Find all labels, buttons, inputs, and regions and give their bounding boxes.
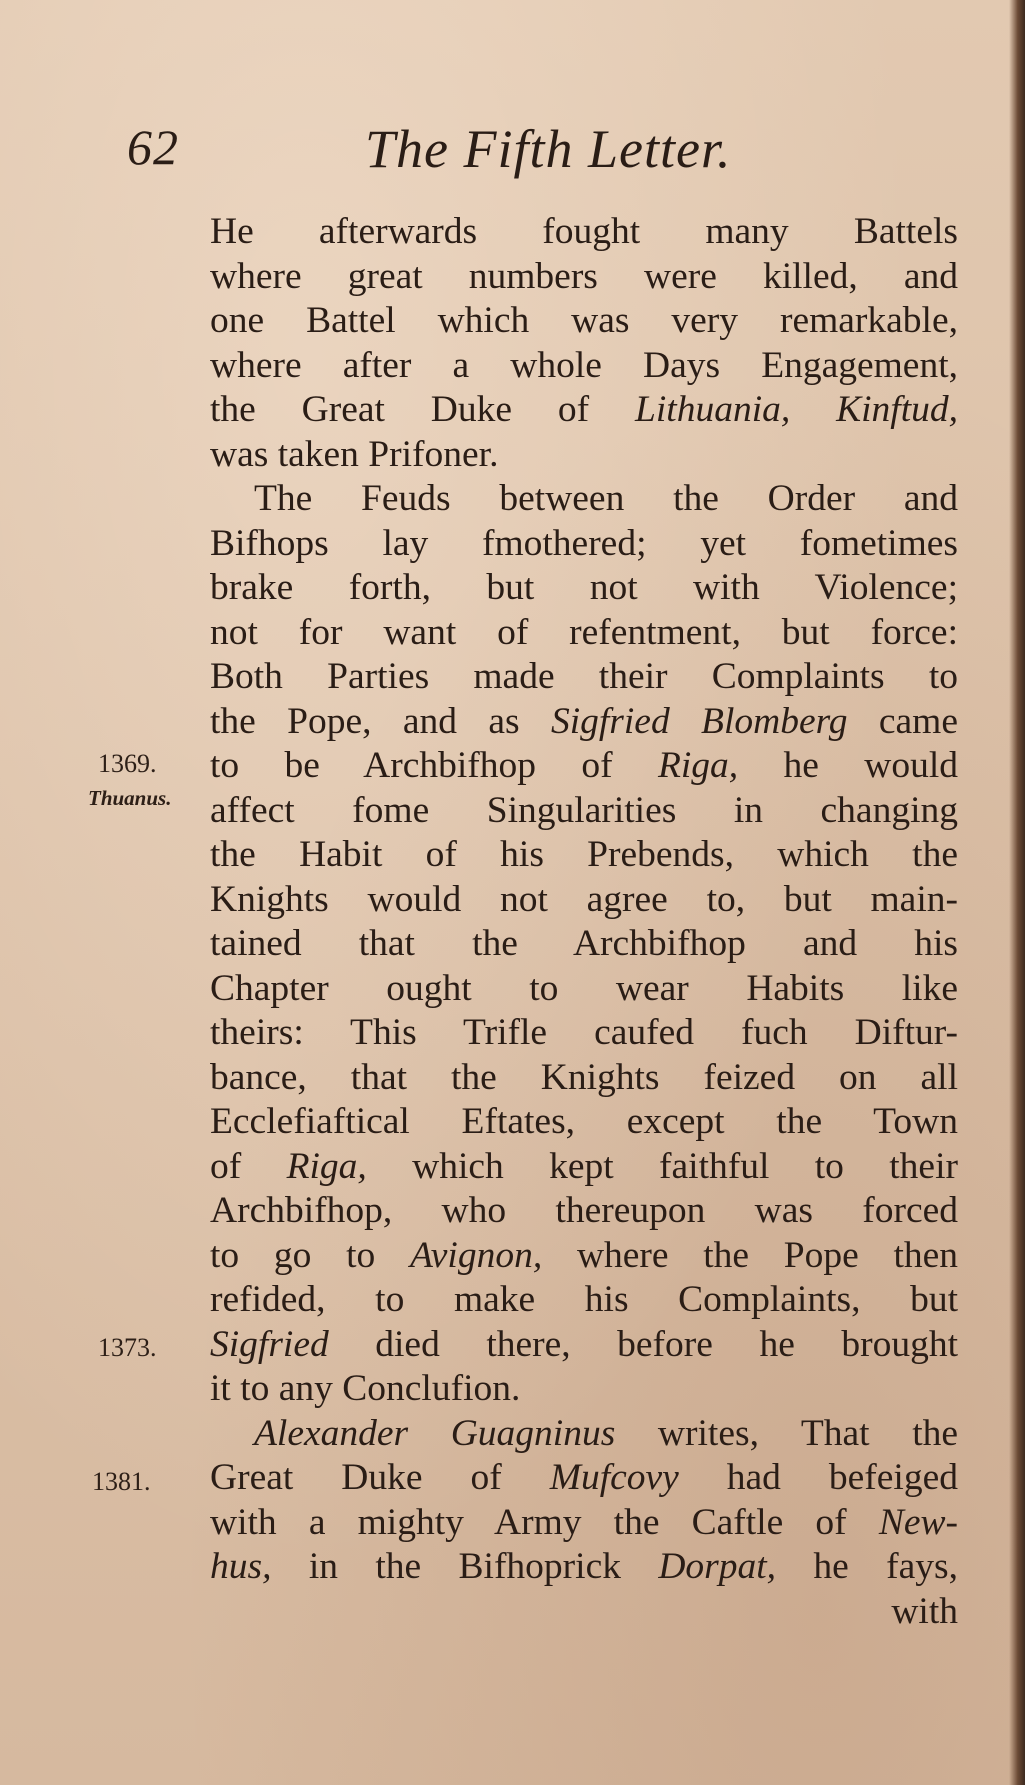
text-line [210, 744, 958, 789]
margin-note-year: 1373. [98, 1333, 157, 1362]
text-segment: to be Archbifhop of [210, 745, 613, 786]
text-segment: he would [783, 745, 958, 786]
text-line [210, 1545, 958, 1590]
text-line: The Feuds between the Order and [254, 478, 958, 519]
text-line: affect fome Singularities in changing [210, 789, 958, 831]
text-line: where after a whole Days Engagement, [210, 344, 958, 386]
text-line: tained that the Archbifhop and his [210, 923, 958, 964]
text-line [210, 1234, 958, 1279]
proper-name: Lithuania, Kinftud, [635, 389, 958, 430]
text-segment: writes, That the [657, 1412, 959, 1454]
text-segment: to go to [210, 1234, 376, 1276]
body-text [210, 210, 958, 1634]
text-segment: in the Bifhoprick [308, 1546, 621, 1587]
page-number: 62 [127, 119, 179, 175]
text-segment: the Great Duke of [210, 389, 590, 430]
running-head: The Fifth Letter. [365, 119, 732, 179]
proper-name: Dorpat, [658, 1546, 777, 1587]
text-line [210, 1501, 958, 1546]
margin-note-year: 1381. [92, 1467, 151, 1496]
page-header [0, 118, 1025, 198]
proper-name: Avignon, [409, 1234, 543, 1276]
proper-name: hus, [210, 1546, 272, 1587]
text-line: the Habit of his Prebends, which the [210, 834, 958, 875]
page-edge-shadow [1009, 0, 1025, 1785]
proper-name: New- [878, 1501, 958, 1543]
text-line: Bifhops lay fmothered; yet fometimes [210, 522, 958, 564]
text-line [210, 1456, 958, 1501]
catchword: with [891, 1590, 958, 1632]
text-line [210, 1412, 958, 1457]
text-line: Ecclefiaftical Eftates, except the Town [210, 1101, 958, 1142]
text-line: He afterwards fought many Battels [210, 211, 958, 252]
text-line: not for want of refentment, but force: [210, 611, 958, 653]
text-segment: died there, before he brought [375, 1323, 959, 1365]
text-line: one Battel which was very remarkable, [210, 300, 958, 341]
proper-name: Sigfried [210, 1323, 329, 1365]
text-segment: he fays, [813, 1546, 959, 1587]
text-line: Chapter ought to wear Habits like [210, 967, 958, 1009]
text-line [210, 1323, 958, 1368]
text-segment: of [210, 1145, 242, 1187]
text-line [210, 700, 958, 745]
proper-name: Sigfried Blomberg [550, 700, 848, 742]
text-segment: had befeiged [726, 1457, 958, 1498]
proper-name: Riga, [286, 1145, 367, 1187]
proper-name: Mufcovy [549, 1457, 679, 1498]
text-segment: the Pope, and as [210, 700, 520, 742]
text-line: where great numbers were killed, and [210, 255, 958, 297]
text-line [210, 1145, 958, 1190]
text-segment: where the Pope then [576, 1234, 959, 1276]
text-line: refided, to make his Complaints, but [210, 1279, 958, 1320]
proper-name: Alexander Guagninus [254, 1412, 616, 1454]
margin-note-source: Thuanus. [88, 786, 172, 810]
text-line: brake forth, but not with Violence; [210, 567, 958, 608]
text-segment: Great Duke of [210, 1457, 502, 1498]
text-line: Knights would not agree to, but main- [210, 878, 958, 920]
proper-name: Riga, [657, 745, 739, 786]
text-segment: with a mighty Army the Caftle of [210, 1501, 847, 1543]
text-line: Both Parties made their Complaints to [210, 656, 958, 697]
margin-note-year: 1369. [98, 749, 157, 778]
text-line: Archbifhop, who thereupon was forced [210, 1190, 958, 1231]
text-line: it to any Conclufion. [210, 1368, 521, 1409]
text-line: was taken Prifoner. [210, 433, 499, 475]
text-line: theirs: This Trifle caufed fuch Diftur- [210, 1012, 958, 1053]
text-segment: which kept faithful to their [412, 1145, 958, 1187]
text-segment: came [878, 700, 958, 742]
text-line [210, 388, 958, 433]
text-line: bance, that the Knights feized on all [210, 1056, 958, 1098]
